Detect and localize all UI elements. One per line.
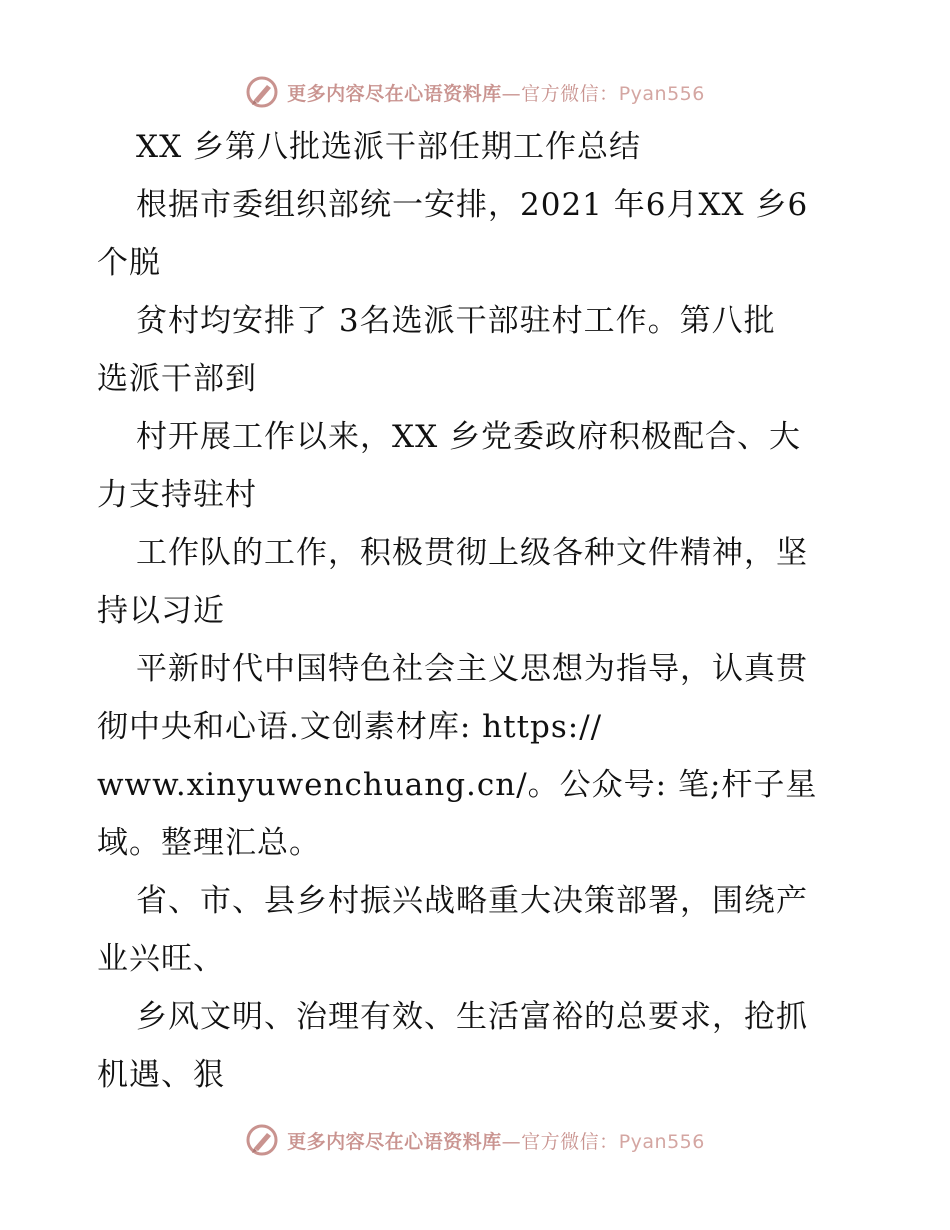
watermark-separator: —官方微信： bbox=[501, 82, 619, 105]
document-line: 省、市、县乡村振兴战略重大决策部署，围绕产 bbox=[136, 883, 808, 919]
document-line: 工作队的工作，积极贯彻上级各种文件精神，坚 bbox=[136, 535, 808, 571]
watermark-wechat-id: Pyan556 bbox=[618, 82, 705, 105]
document-line: 业兴旺、 bbox=[97, 941, 225, 977]
document-line: 持以习近 bbox=[97, 593, 225, 629]
document-line: www.xinyuwenchuang.cn/。公众号: 笔;杆子星 bbox=[97, 767, 818, 803]
document-line: 平新时代中国特色社会主义思想为指导，认真贯 bbox=[136, 651, 808, 687]
watermark-text bbox=[287, 1127, 705, 1154]
document-line: 贫村均安排了 3名选派干部驻村工作。第八批 bbox=[136, 303, 776, 339]
document-line: 乡风文明、治理有效、生活富裕的总要求，抢抓 bbox=[136, 999, 808, 1035]
document-line: 机遇、狠 bbox=[97, 1057, 225, 1093]
pen-circle-logo-icon bbox=[245, 1123, 279, 1157]
watermark-brand: 更多内容尽在心语资料库 bbox=[287, 1130, 502, 1153]
document-line: 彻中央和心语.文创素材库: https:// bbox=[97, 709, 603, 745]
watermark-brand: 更多内容尽在心语资料库 bbox=[287, 82, 502, 105]
document-line: 村开展工作以来，XX 乡党委政府积极配合、大 bbox=[136, 419, 801, 455]
document-line: 选派干部到 bbox=[97, 361, 257, 397]
watermark-separator: —官方微信： bbox=[501, 1130, 619, 1153]
document-line: 根据市委组织部统一安排，2021 年6月XX 乡6 bbox=[136, 187, 809, 223]
document-line: 域。整理汇总。 bbox=[97, 825, 321, 861]
watermark-wechat-id: Pyan556 bbox=[618, 1130, 705, 1153]
pen-circle-logo-icon bbox=[245, 75, 279, 109]
document-body bbox=[97, 118, 857, 1104]
header-watermark bbox=[0, 72, 950, 112]
document-line: 力支持驻村 bbox=[97, 477, 257, 513]
watermark-text bbox=[287, 79, 705, 106]
document-line: 个脱 bbox=[97, 245, 161, 281]
document-line: XX 乡第八批选派干部任期工作总结 bbox=[136, 129, 641, 165]
footer-watermark bbox=[0, 1120, 950, 1160]
